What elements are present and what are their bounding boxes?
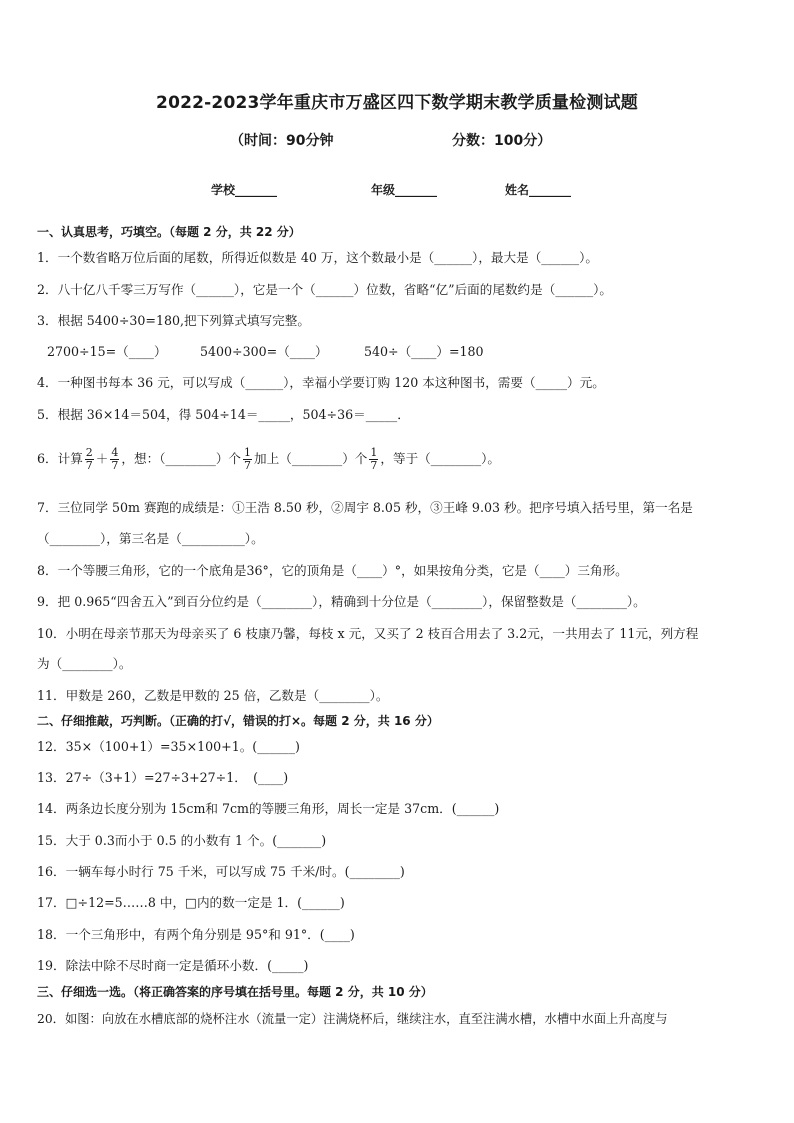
question-20: 20．如图：向放在水槽底部的烧杯注水（流量一定）注满烧杯后，继续注水，直至注满水槽，水槽中水面上升高度与 [37, 1012, 668, 1026]
question-7-line-1: 7．三位同学 50m 赛跑的成绩是：①王浩 8.50 秒，②周宇 8.05 秒，③王峰 9.03 秒。把序号填入括号里，第一名是 [37, 500, 693, 515]
school-field: 学校_______ [211, 183, 278, 197]
question-6-mid-1: ，想：（________）个 [121, 451, 242, 466]
question-15: 15．大于 0.3而小于 0.5 的小数有 1 个。(_______) [37, 833, 327, 848]
fraction-2-7: $\frac{2}{7}$ [85, 446, 93, 472]
question-13: 13．27÷（3+1）=27÷3+27÷1． (____) [37, 770, 289, 785]
question-10-line-1: 10．小明在母亲节那天为母亲买了 6 枝康乃馨，每枝 x 元，又买了 2 枝百合用去了 3.2元，一共用去了 11元，列方程 [37, 626, 699, 641]
question-2: 2．八十亿八千零三万写作（______），它是一个（______）位数，省略“亿”后面的尾数约是（______）。 [37, 282, 613, 297]
exam-time: （时间：90分钟 [230, 133, 334, 149]
page-title: 2022-2023学年重庆市万盛区四下数学期末教学质量检测试题 [156, 93, 638, 113]
question-6 [37, 444, 500, 474]
question-12: 12．35×（100+1）=35×100+1。(______) [37, 739, 300, 754]
question-11: 11．甲数是 260，乙数是甲数的 25 倍，乙数是（________）。 [37, 688, 389, 703]
question-10-line-2: 为（________）。 [37, 656, 132, 671]
exam-score: 分数：100分） [452, 133, 552, 149]
fraction-1-7-a: $\frac{1}{7}$ [244, 446, 252, 472]
question-3-part-b: 5400÷300=（____） [200, 344, 328, 359]
question-3-part-a: 2700÷15=（____） [47, 344, 167, 359]
question-14: 14．两条边长度分别为 15cm和 7cm的等腰三角形，周长一定是 37cm．(______) [37, 801, 500, 816]
question-16: 16．一辆车每小时行 75 千米，可以写成 75 千米/时。(________) [37, 864, 405, 879]
name-field: 姓名_______ [505, 183, 572, 197]
section-heading-2: 二、仔细推敲，巧判断。（正确的打√，错误的打×。每题 2 分，共 16 分） [37, 714, 439, 728]
question-6-mid-2: 加上（________）个 [254, 451, 368, 466]
question-17: 17．□÷12=5……8 中，□内的数一定是 1．(______) [37, 895, 345, 910]
question-19: 19．除法中除不尽时商一定是循环小数．(_____) [37, 958, 309, 973]
question-3-part-c: 540÷（____）=180 [364, 344, 484, 359]
fraction-4-7: $\frac{4}{7}$ [111, 446, 119, 472]
question-5: 5．根据 36×14＝504，得 504÷14＝_____，504÷36＝_____． [37, 407, 410, 422]
fraction-1-7-b: $\frac{1}{7}$ [370, 446, 378, 472]
question-6-prefix: 6．计算 [37, 451, 83, 466]
question-4: 4．一种图书每本 36 元，可以写成（______），幸福小学要订购 120 本这种图书，需要（_____）元。 [37, 375, 605, 390]
section-heading-3: 三、仔细选一选。（将正确答案的序号填在括号里。每题 2 分，共 10 分） [37, 985, 433, 999]
grade-field: 年级_______ [371, 183, 438, 197]
question-1: 1．一个数省略万位后面的尾数，所得近似数是 40 万，这个数最小是（______），最大是（______）。 [37, 250, 598, 265]
plus-sign: ＋ [95, 451, 109, 466]
question-6-end: ，等于（________）。 [380, 451, 501, 466]
section-heading-1: 一、认真思考，巧填空。（每题 2 分，共 22 分） [37, 225, 301, 239]
question-18: 18．一个三角形中，有两个角分别是 95°和 91°．(____) [37, 927, 355, 942]
question-7-line-2: （________），第三名是（__________）。 [37, 531, 264, 546]
question-3: 3．根据 5400÷30=180,把下列算式填写完整。 [37, 313, 310, 328]
question-8: 8．一个等腰三角形，它的一个底角是36°，它的顶角是（____）°，如果按角分类，它是（____）三角形。 [37, 563, 628, 578]
question-9: 9．把 0.965“四舍五入”到百分位约是（________），精确到十分位是（________），保留整数是（________）。 [37, 594, 646, 609]
